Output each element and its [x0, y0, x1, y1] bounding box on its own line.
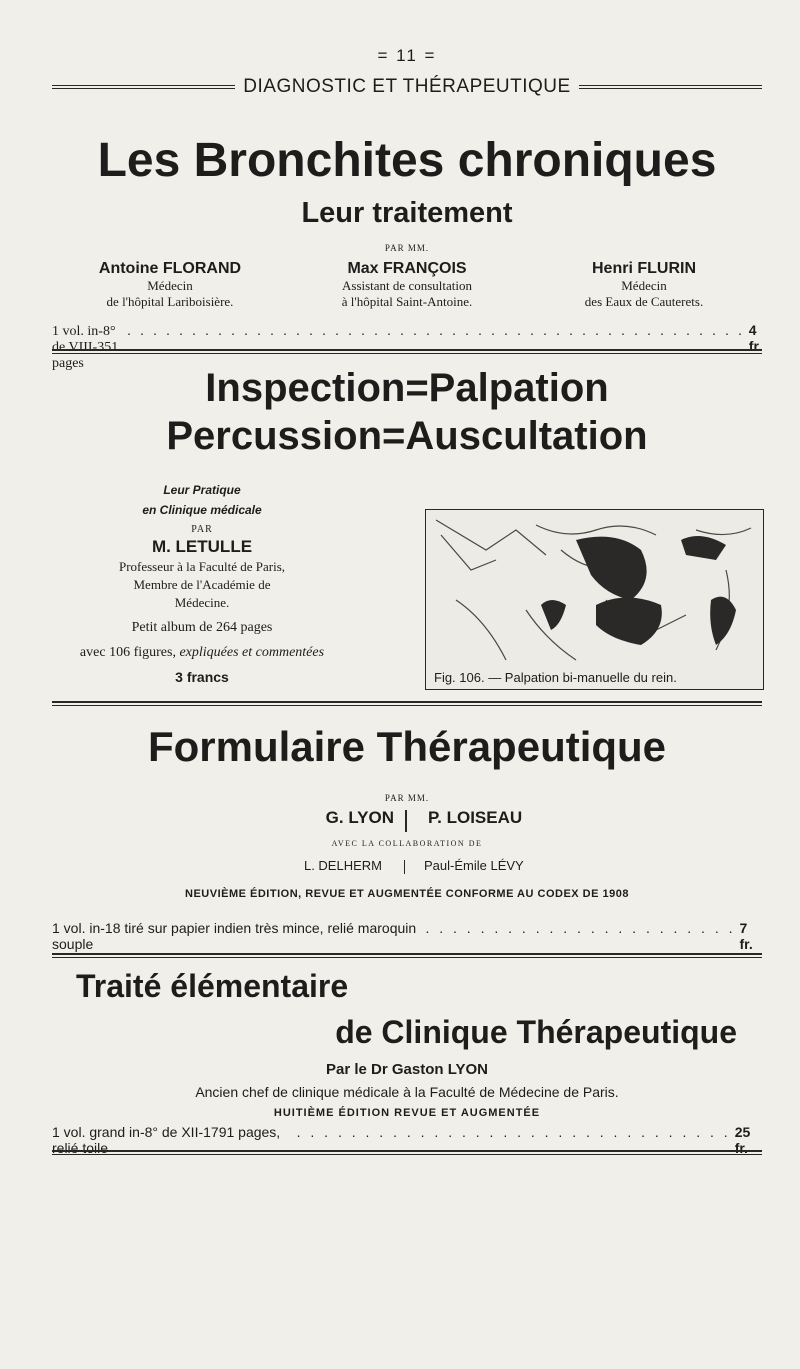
book3-par: PAR MM. [384, 793, 430, 803]
author-role: des Eaux de Cauterets. [584, 294, 704, 309]
book3-author-right: P. LOISEAU [428, 808, 523, 827]
book2-pratique-line2: en Clinique médicale [142, 503, 262, 517]
section-title: DIAGNOSTIC ET THÉRAPEUTIQUE [243, 76, 571, 97]
page-number: = 11 = [377, 46, 437, 65]
book3-collaborators [52, 858, 762, 876]
book2-title-line1: Inspection=Palpation [205, 366, 609, 410]
book4-title-line1: Traité élémentaire [76, 968, 349, 1004]
book3-title: Formulaire Thérapeutique [147, 723, 667, 770]
author-role: de l'hôpital Lariboisière. [106, 294, 234, 309]
figure-caption: Fig. 106. — Palpation bi-manuelle du rein. [434, 670, 677, 685]
heading-rule-left [52, 85, 235, 89]
book3-price: 7 fr. [739, 920, 753, 952]
book1-price: 4 fr. [748, 322, 763, 354]
book4-volume: 1 vol. grand in-8° de XII-1791 pages, relié toile [52, 1124, 281, 1156]
book2-album-figures [52, 644, 352, 661]
separator-rule [52, 1150, 762, 1155]
author-divider [404, 860, 405, 874]
author-name: Henri FLURIN [592, 260, 696, 277]
book4-edition: HUITIÈME ÉDITION REVUE ET AUGMENTÉE [273, 1107, 541, 1119]
book2-author: M. LETULLE [151, 537, 253, 556]
author-role: Assistant de consultation [342, 278, 472, 293]
book3-collab: AVEC LA COLLABORATION DE [331, 839, 483, 848]
book3-volume: 1 vol. in-18 tiré sur papier indien très mince, relié maroquin souple [52, 920, 417, 952]
author-divider [405, 810, 407, 832]
author-role: à l'hôpital Saint-Antoine. [341, 294, 473, 309]
book2-par: PAR [191, 524, 213, 535]
book2-title-line2: Percussion=Auscultation [166, 414, 648, 458]
book1-author-2 [289, 260, 525, 310]
book3-collab-left: L. DELHERM [303, 858, 382, 873]
book1-author-1 [52, 260, 288, 310]
figure-illustration [425, 509, 764, 690]
book2-album-figures-note: expliquées et commentées [179, 645, 325, 660]
book4-price: 25 fr. [734, 1124, 751, 1156]
book1-volume: 1 vol. in-8° de VIII-351 pages [52, 324, 119, 371]
separator-rule [52, 701, 762, 706]
leader-dots: . . . . . . . . . . . . . . . . . . . . . . . . . . . . . . . . . . . . . . . . . . . . . . . . [127, 324, 745, 339]
book2-desc: Médecine. [174, 595, 230, 610]
book1-par: PAR MM. [384, 243, 430, 253]
book3-edition: NEUVIÈME ÉDITION, REVUE ET AUGMENTÉE CONFORME AU CODEX DE 1908 [185, 888, 629, 900]
separator-rule [52, 349, 762, 354]
author-name: Antoine FLORAND [98, 260, 242, 277]
author-role: Médecin [147, 278, 193, 293]
book3-authors [52, 808, 762, 832]
section-heading [52, 72, 762, 102]
author-name: Max FRANÇOIS [347, 260, 467, 277]
book2-album: Petit album de 264 pages [131, 620, 273, 635]
book2-desc: Membre de l'Académie de [133, 577, 271, 592]
book1-author-3 [526, 260, 762, 310]
book1-price-line [52, 322, 762, 372]
book2-desc: Professeur à la Faculté de Paris, [118, 559, 286, 574]
book3-author-left: G. LYON [325, 808, 394, 827]
book4-title-line2: de Clinique Thérapeutique [335, 1014, 737, 1050]
heading-rule-right [579, 85, 762, 89]
book3-collab-right: Paul-Émile LÉVY [424, 858, 524, 873]
book1-title: Les Bronchites chroniques [97, 134, 717, 187]
book1-subtitle: Leur traitement [301, 197, 513, 229]
palpation-engraving [426, 510, 763, 670]
book1-authors [52, 260, 762, 310]
leader-dots: . . . . . . . . . . . . . . . . . . . . . . . [425, 920, 736, 936]
book4-author: Par le Dr Gaston LYON [326, 1061, 488, 1078]
author-role: Médecin [621, 278, 667, 293]
leader-dots: . . . . . . . . . . . . . . . . . . . . . . . . . . . . . . . . [296, 1124, 731, 1140]
book3-price-line [52, 920, 762, 952]
separator-rule [52, 953, 762, 958]
book2-price: 3 francs [175, 669, 229, 685]
book2-details [52, 480, 352, 686]
book2-pratique-line1: Leur Pratique [163, 483, 241, 497]
book4-former-position: Ancien chef de clinique médicale à la Faculté de Médecine de Paris. [195, 1084, 619, 1100]
book2-album-figures-count: avec 106 figures, [79, 645, 176, 660]
catalogue-page [52, 0, 762, 1369]
